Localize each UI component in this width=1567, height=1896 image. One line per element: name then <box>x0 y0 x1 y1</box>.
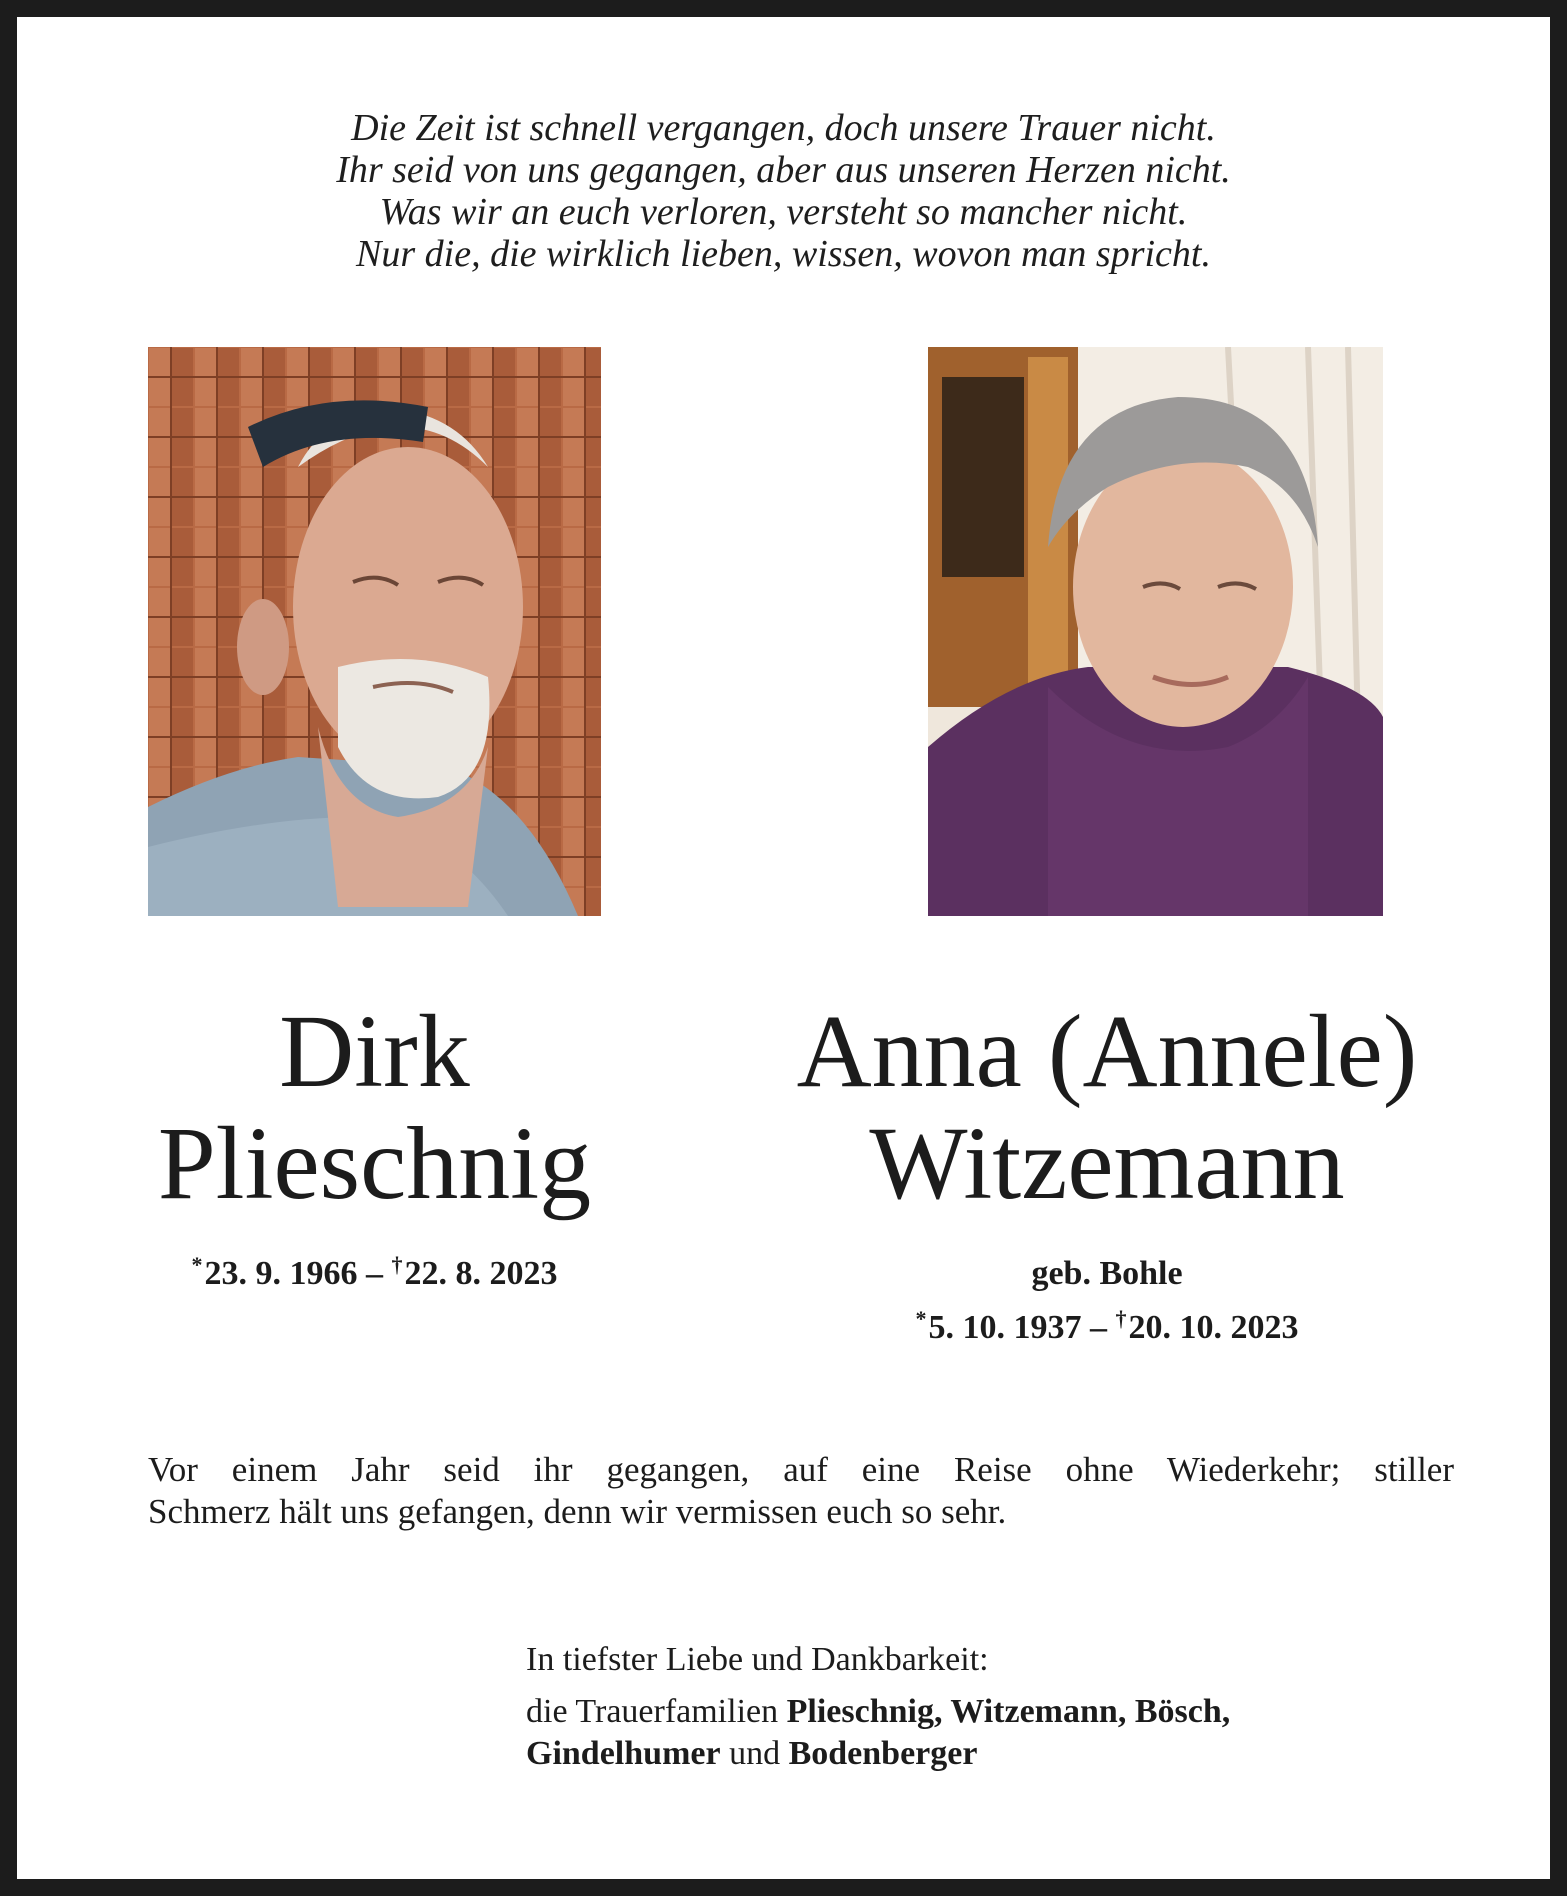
maiden-name: geb. Bohle <box>1031 1255 1183 1292</box>
memorial-verse <box>148 1449 1454 1533</box>
birth-mark: * <box>915 1306 927 1331</box>
life-dates-dirk <box>117 1245 632 1294</box>
portrait-woman-photo <box>928 347 1383 916</box>
death-date: 22. 8. 2023 <box>404 1255 558 1292</box>
deceased-name-dirk <box>117 996 632 1220</box>
first-name: Anna (Annele) <box>796 994 1418 1109</box>
family-name: Bodenberger <box>788 1735 978 1772</box>
families-prefix: die Trauerfamilien <box>526 1693 779 1730</box>
portrait-man-photo <box>148 347 601 916</box>
last-name: Witzemann <box>869 1106 1345 1221</box>
birth-date: 23. 9. 1966 <box>204 1255 358 1292</box>
birth-mark: * <box>191 1252 203 1277</box>
poem-line: Ihr seid von uns gegangen, aber aus unseren Herzen nicht. <box>336 149 1231 191</box>
families-line-1 <box>526 1691 1486 1733</box>
death-mark: † <box>391 1252 403 1277</box>
deceased-name-anna <box>717 996 1497 1220</box>
date-separator: – <box>1090 1309 1107 1346</box>
date-separator: – <box>366 1255 383 1292</box>
poem-line: Nur die, die wirklich lieben, wissen, wovon man spricht. <box>356 233 1211 275</box>
closing-signature <box>526 1639 1486 1775</box>
death-date: 20. 10. 2023 <box>1128 1309 1299 1346</box>
birth-date: 5. 10. 1937 <box>928 1309 1082 1346</box>
family-name: Gindelhumer <box>526 1735 721 1772</box>
poem-line: Was wir an euch verloren, versteht so mancher nicht. <box>379 191 1188 233</box>
death-mark: † <box>1115 1306 1127 1331</box>
verse-line: Vor einem Jahr seid ihr gegangen, auf eine Reise ohne Wiederkehr; stiller <box>148 1450 1454 1489</box>
poem <box>17 107 1550 275</box>
life-dates-anna <box>717 1299 1497 1348</box>
closing-intro: In tiefster Liebe und Dankbarkeit: <box>526 1641 989 1678</box>
families-line-2 <box>526 1733 1486 1775</box>
conjunction: und <box>729 1735 781 1772</box>
families-names: Plieschnig, Witzemann, Bösch, <box>786 1693 1231 1730</box>
first-name: Dirk <box>279 994 470 1109</box>
poem-line: Die Zeit ist schnell vergangen, doch unsere Trauer nicht. <box>351 107 1216 149</box>
last-name: Plieschnig <box>157 1106 592 1221</box>
verse-line: Schmerz hält uns gefangen, denn wir vermissen euch so sehr. <box>148 1492 1007 1531</box>
